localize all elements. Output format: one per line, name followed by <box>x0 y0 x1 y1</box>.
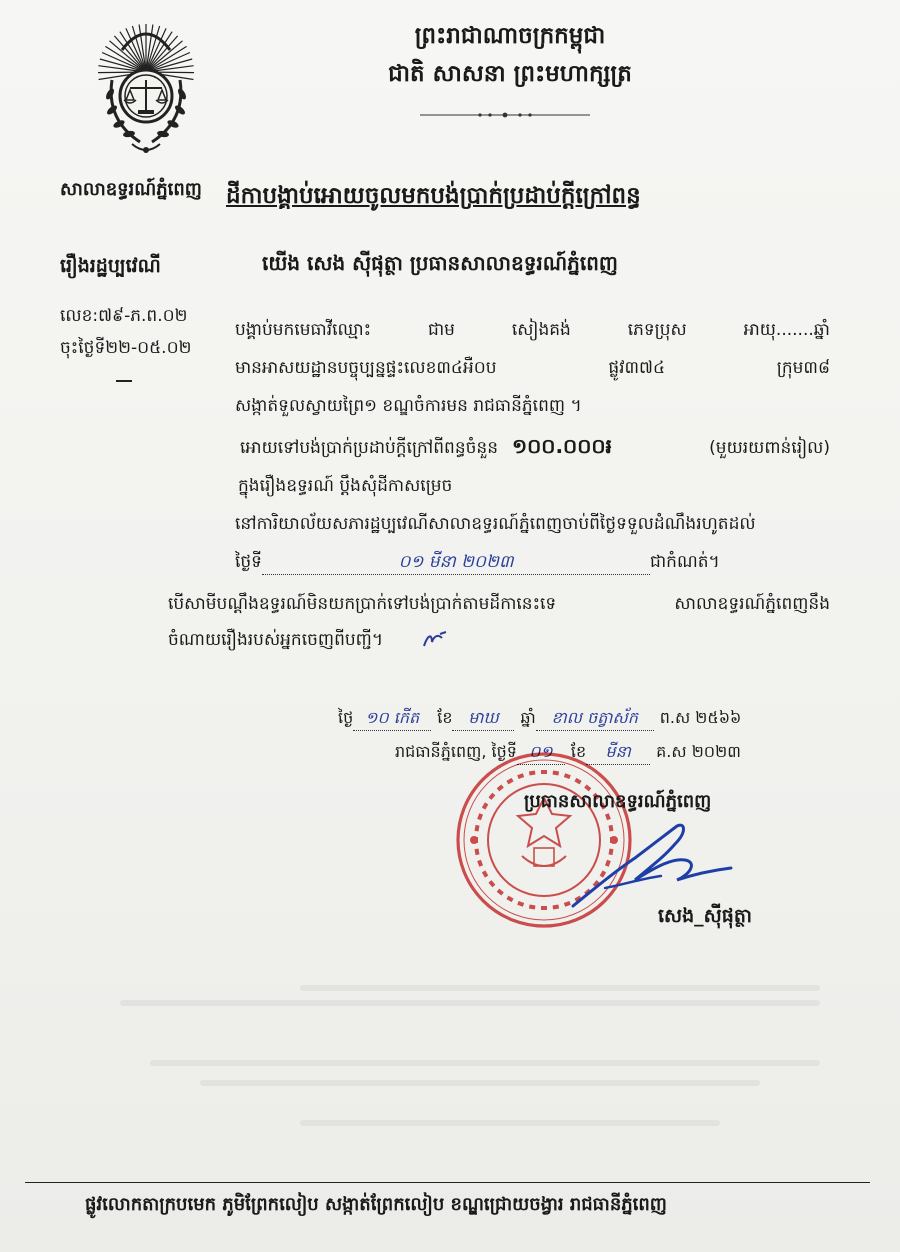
handwritten-signature <box>565 818 735 913</box>
issuer-line: យើង សេង ស៊ីផុត្ថា ប្រធានសាលាឧទ្ធរណ៍ភ្នំពេញ <box>262 251 618 275</box>
lunar-day: ១០ កើត <box>353 706 431 731</box>
payment-lead: អោយទៅបង់ប្រាក់ប្រដាប់ក្តីក្រៅពីពន្ធចំនួន <box>240 438 498 458</box>
recipient-age: អាយុ.......ឆ្នាំ <box>743 320 830 340</box>
document-title: ដីកាបង្គាប់អោយចូលមកបង់ប្រាក់ប្រដាប់ក្តីក្រៅពន្ធ <box>226 183 641 209</box>
lunar-year-label: ឆ្នាំ <box>520 708 536 727</box>
lunar-month: មាឃ <box>452 706 514 731</box>
recipient-given-name: សៀងគង់ <box>511 320 571 340</box>
body-line-office: នៅការិយាល័យសភារដ្ឋប្បវេណីសាលាឧទ្ធរណ៍ភ្នំពេញចាប់ពីថ្ងៃទទួលដំណឹងរហូតដល់ <box>235 514 756 534</box>
bleed-through-line <box>120 1000 820 1006</box>
court-name: សាលាឧទ្ធរណ៍ភ្នំពេញ <box>60 179 202 200</box>
handwritten-mark-icon <box>420 628 450 652</box>
signer-title: ប្រធានសាលាឧទ្ធរណ៍ភ្នំពេញ <box>524 791 712 812</box>
deadline-label: ថ្ងៃទី <box>235 552 262 572</box>
footer-address: ផ្លូវលោកតាក្របមេក ភូមិព្រែកលៀប សង្កាត់ព្រែកលៀប ខណ្ឌជ្រោយចង្វារ រាជធានីភ្នំពេញ <box>85 1194 667 1215</box>
payment-amount: ១០០.០០០៛ <box>512 434 612 458</box>
body-line-case-ref: ក្នុងរឿងឧទ្ធរណ៍ ប្តឹងសុំដីកាសម្រេច <box>238 476 453 496</box>
bleed-through-line <box>150 1060 820 1066</box>
header-divider <box>420 106 590 118</box>
solar-place-label: រាជធានីភ្នំពេញ, ថ្ងៃទី <box>395 742 517 761</box>
kingdom-heading: ព្រះរាជាណាចក្រកម្ពុជា <box>414 23 606 49</box>
address-street: ផ្លូវ៣៧៤ <box>608 358 666 378</box>
solar-era: គ.ស ២០២៣ <box>656 742 741 761</box>
body-line-district: សង្កាត់ទួលស្វាយព្រៃ១ ខណ្ឌចំការមន រាជធានីភ្នំពេញ ។ <box>235 396 582 416</box>
warning-part-1: បើសាមីបណ្តឹងឧទ្ធរណ៍មិនយកប្រាក់ទៅបង់ប្រាក់តាមដីកានេះទេ <box>168 594 557 614</box>
bleed-through-line <box>300 985 820 991</box>
recipient-surname: ជាម <box>427 320 455 340</box>
solar-month-label: ខែ <box>570 742 587 761</box>
lunar-day-label: ថ្ងៃ <box>338 708 354 727</box>
footer-rule <box>25 1182 870 1183</box>
bleed-through-line <box>200 1080 760 1086</box>
body-line-deadline <box>235 548 735 576</box>
body-line-removal: ចំណាយរឿងរបស់អ្នកចេញពីបញ្ជី។ <box>168 630 384 650</box>
solar-month: មីនា <box>586 740 650 765</box>
body-line-payment <box>240 432 830 462</box>
recipient-sex: ភេទប្រុស <box>627 320 687 340</box>
motto-heading: ជាតិ សាសនា ព្រះមហាក្សត្រ <box>388 61 632 87</box>
bleed-through-line <box>300 1120 720 1126</box>
deadline-date-handwritten: ០១ មីនា ២០២៣ <box>262 550 650 575</box>
deadline-suffix: ជាកំណត់។ <box>649 552 720 572</box>
case-dash <box>116 380 132 382</box>
payment-amount-words: (មួយរយពាន់រៀល) <box>709 438 830 458</box>
address-house: មានអាសយដ្ឋានបច្ចុប្បន្នផ្ទះលេខ៣៤អឺ០ប <box>235 358 497 378</box>
case-number: លេខ:៧៩-ភ.ព.០២ <box>60 306 188 326</box>
case-type: រឿងរដ្ឋប្បវេណី <box>60 255 161 277</box>
recipient-lead: បង្គាប់មកមេធាវីឈ្មោះ <box>235 320 372 340</box>
warning-part-2: សាលាឧទ្ធរណ៍ភ្នំពេញនឹង <box>674 594 830 614</box>
lunar-era: ព.ស ២៥៦៦ <box>659 708 742 727</box>
case-date: ចុះថ្ងៃទី២២-០៥.០២ <box>60 338 192 358</box>
body-line-warning <box>168 590 830 618</box>
signer-name: សេង_ស៊ីផុត្ថា <box>658 905 752 927</box>
lunar-year: ខាល ចត្វាស័ក <box>536 706 654 731</box>
lunar-month-label: ខែ <box>437 708 453 727</box>
body-line-address <box>235 354 830 382</box>
lunar-date-line <box>338 704 808 732</box>
court-emblem-logo <box>92 10 200 162</box>
body-line-recipient <box>235 316 830 344</box>
address-group: ក្រុម៣៨ <box>776 358 830 378</box>
solar-day: ០១ <box>517 740 565 765</box>
